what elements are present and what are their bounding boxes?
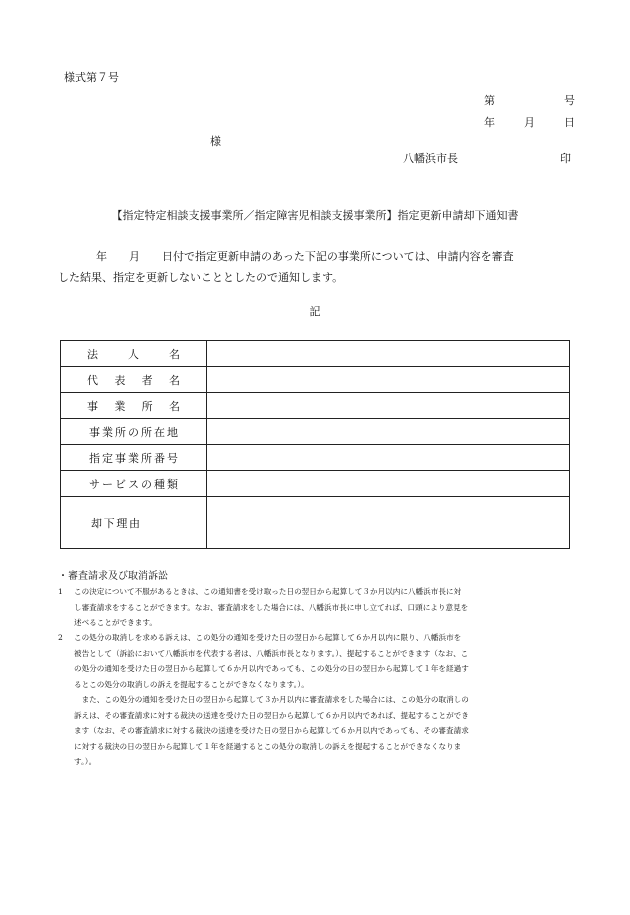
row-value-field — [207, 471, 570, 497]
row-label-char: 定 — [102, 451, 113, 465]
row-label-char: 却 — [91, 516, 102, 530]
note-line: この処分の取消しを求める訴えは、この処分の通知を受けた日の翌日から起算して６か月以内に限り、八幡浜市を — [74, 633, 462, 642]
row-label — [61, 419, 207, 445]
note-line: 被告として（訴訟において八幡浜市を代表する者は、八幡浜市長となります。）、提起することができます（なお、こ — [74, 648, 469, 658]
recipient-line: 様 — [210, 135, 221, 148]
row-label-char: 事 — [89, 425, 100, 439]
row-label-char: ビ — [115, 477, 126, 491]
row-value-field — [207, 393, 570, 419]
table-row — [61, 341, 570, 367]
row-label — [61, 393, 207, 419]
issuer-name: 八幡浜市長 — [403, 152, 458, 165]
date-day: 日 — [564, 116, 575, 129]
table-row — [61, 367, 570, 393]
row-label-char: 在 — [154, 425, 165, 439]
row-label-char: 業 — [102, 425, 113, 439]
note-line: の処分の通知を受けた日の翌日から起算して６か月以内であっても、この処分の日の翌日から起算して１年を経過す — [74, 664, 469, 673]
note-body — [74, 630, 574, 692]
note-line: この決定について不服があるときは、この通知書を受け取った日の翌日から起算して３か月以内に八幡浜市長に対 — [74, 587, 462, 596]
table-row — [61, 471, 570, 497]
note-number: 1 — [58, 587, 63, 596]
intro-line-2: した結果、指定を更新しないこととしたので通知します。 — [58, 271, 344, 284]
doc-number-prefix: 第 — [484, 94, 495, 107]
row-label-char: 所 — [141, 399, 153, 413]
row-label-char: サ — [89, 477, 100, 491]
note-body — [74, 584, 574, 631]
row-label-char: 号 — [167, 451, 178, 465]
row-label-char: 業 — [114, 399, 126, 413]
note-line: ます（なお、その審査請求に対する裁決の送達を受けた日の翌日から起算して６か月以内であっても、その審査請求 — [74, 726, 469, 735]
intro-line-1 — [96, 250, 514, 264]
row-value-field — [207, 419, 570, 445]
row-label-char: 所 — [141, 451, 152, 465]
row-value-field — [207, 341, 570, 367]
row-label-char: 理 — [116, 516, 128, 530]
note-line: るとこの処分の取消しの訴えを提起することができなくなります。）。 — [74, 679, 309, 689]
note-line: し審査請求をすることができます。なお、審査請求をした場合には、八幡浜市長に申し立てれば、口頭により意見を — [74, 602, 469, 612]
row-label-char: 番 — [154, 451, 165, 465]
row-value-field — [207, 367, 570, 393]
row-label-char: 名 — [168, 373, 180, 387]
row-label-char: 名 — [168, 399, 180, 413]
row-label-char: 事 — [115, 451, 126, 465]
form-number: 様式第７号 — [64, 71, 119, 84]
row-label-char: 地 — [167, 425, 178, 439]
row-value-field — [207, 445, 570, 471]
note-line: 訴えは、その審査請求に対する裁決の送達を受けた日の翌日から起算して６か月以内であれば、提起することができ — [74, 710, 469, 720]
row-label — [61, 497, 207, 549]
note-line: す。）。 — [74, 757, 97, 766]
note-body — [74, 692, 574, 770]
row-label-char: の — [141, 477, 152, 491]
row-label — [61, 367, 207, 393]
note-line: に対する裁決の日の翌日から起算して１年を経過するとこの処分の取消しの訴えを提起することができなくなりま — [74, 741, 462, 751]
row-value-field — [207, 497, 570, 549]
row-label-char: ス — [128, 477, 139, 491]
row-label-char: 類 — [167, 477, 178, 491]
seal-mark: 印 — [560, 152, 571, 165]
row-label-char: 由 — [128, 516, 140, 530]
row-label — [61, 341, 207, 367]
row-label-char: 所 — [141, 425, 152, 439]
table-row — [61, 497, 570, 549]
row-label-char: 下 — [103, 516, 115, 530]
table-row — [61, 419, 570, 445]
date-year: 年 — [484, 116, 495, 129]
document-title: 【指定特定相談支援事業所／指定障害児相談支援事業所】指定更新申請却下通知書 — [111, 209, 519, 222]
note-line: 述べることができます。 — [74, 618, 157, 627]
row-label-char: 事 — [87, 399, 98, 413]
intro-month: 月 — [129, 250, 140, 263]
row-label — [61, 471, 207, 497]
row-label-char: 代 — [87, 373, 98, 387]
row-label-char: 指 — [89, 451, 100, 465]
doc-number-suffix: 号 — [564, 94, 575, 107]
row-label-char: ー — [102, 477, 113, 491]
row-label-char: 法 — [87, 347, 98, 361]
row-label-char: 表 — [114, 373, 126, 387]
ki-heading: 記 — [309, 305, 321, 318]
table-row — [61, 393, 570, 419]
row-label-char: 所 — [115, 425, 126, 439]
intro-line-1-rest: 日付で指定更新申請のあった下記の事業所については、申請内容を審査 — [162, 250, 514, 263]
note-line: また、この処分の通知を受けた日の翌日から起算して３か月以内に審査請求をした場合には、この処分の取消しの — [74, 695, 469, 704]
notes-heading: ・審査請求及び取消訴訟 — [58, 571, 168, 582]
date-month: 月 — [524, 116, 535, 129]
row-label-char: 名 — [169, 347, 180, 361]
note-number: 2 — [58, 633, 63, 642]
business-info-table — [60, 340, 570, 549]
row-label-char: 業 — [128, 451, 139, 465]
row-label-char: 人 — [128, 347, 139, 361]
row-label — [61, 445, 207, 471]
row-label-char: 者 — [141, 373, 153, 387]
intro-year: 年 — [96, 250, 107, 263]
table-row — [61, 445, 570, 471]
issuer-line — [403, 152, 574, 166]
row-label-char: 種 — [154, 477, 165, 491]
row-label-char: の — [128, 425, 139, 439]
